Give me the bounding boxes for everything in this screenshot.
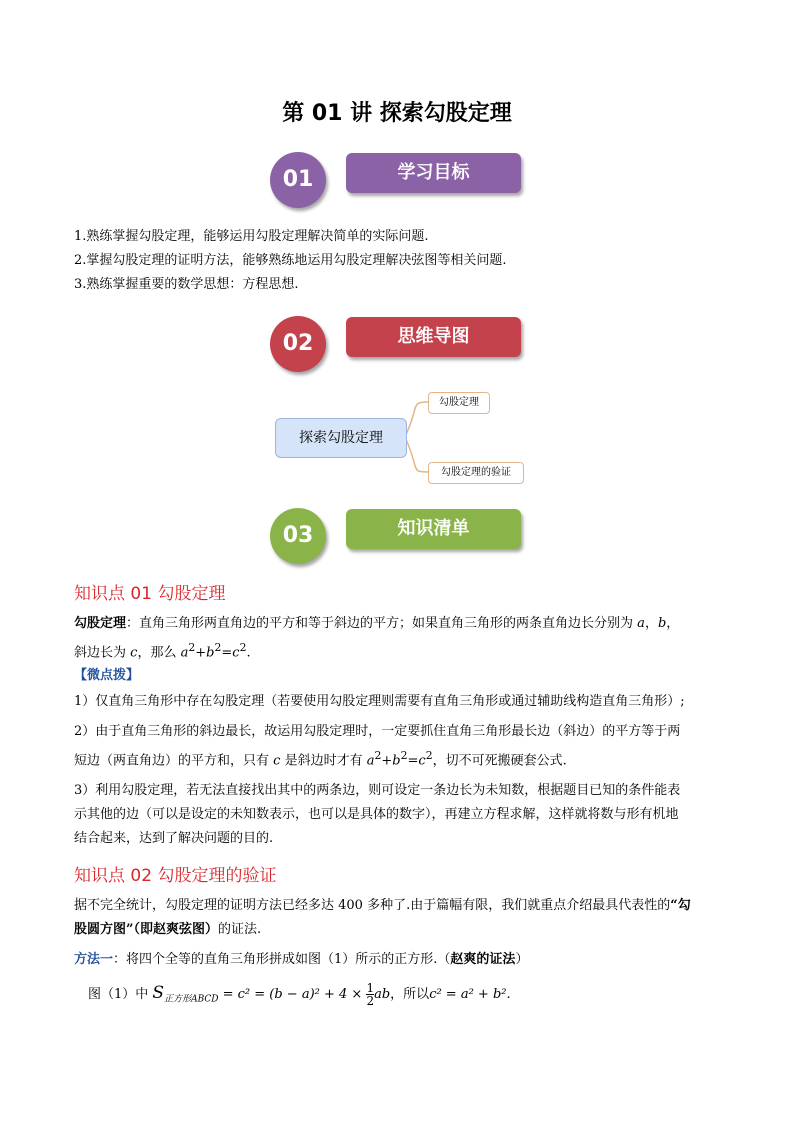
section-heading: 知识点 02 勾股定理的验证 (74, 866, 277, 886)
goal-item: 3.熟练掌握重要的数学思想：方程思想. (74, 277, 299, 292)
banner-number: 01 (270, 152, 326, 208)
tips-body (74, 690, 724, 851)
banner-label: 学习目标 (346, 153, 521, 193)
tip-item: 2）由于直角三角形的斜边最长，故运用勾股定理时，一定要抓住直角三角形最长边（斜边）的平方等于两 (74, 724, 681, 739)
tip-label: 【微点拨】 (74, 668, 140, 683)
tip-item: 示其他的边（可以是设定的未知数表示，也可以是具体的数字），再建立方程求解，这样就将数与形有机地 (74, 807, 679, 823)
fraction-half: $\frac{1}{2}$ (366, 981, 375, 1008)
banner-number: 03 (270, 508, 326, 564)
banner-label: 思维导图 (346, 317, 521, 357)
tip-item: 短边（两直角边）的平方和，只有 c 是斜边时才有 $a^2+b^2=c^2$，切不可死搬硬套公式. (74, 749, 567, 769)
mindmap-node: 勾股定理 (428, 392, 490, 414)
intro-paragraph: 据不完全统计，勾股定理的证明方法已经多达 400 多种了.由于篇幅有限，我们就重点介绍最具代表性的“勾 股圆方图”（即赵爽弦图）的证法. (74, 898, 691, 937)
method-line: 方法一：将四个全等的直角三角形拼成如图（1）所示的正方形.（赵爽的证法） (74, 952, 529, 967)
banner-knowledge-list (270, 508, 522, 564)
mindmap-root: 探索勾股定理 (275, 418, 407, 458)
goal-item: 1.熟练掌握勾股定理，能够运用勾股定理解决简单的实际问题. (74, 229, 429, 244)
tip-item: 结合起来，达到了解决问题的目的. (74, 831, 274, 847)
goal-item: 2.掌握勾股定理的证明方法，能够熟练地运用勾股定理解决弦图等相关问题. (74, 253, 507, 268)
mindmap-node: 勾股定理的验证 (428, 462, 524, 484)
tip-item: 1）仅直角三角形中存在勾股定理（若要使用勾股定理则需要有直角三角形或通过辅助线构造直角三角形）; (74, 694, 685, 709)
formula-line: 图（1）中 $S_{正方形ABCD} = c^2 = (b - a)^2 + 4$ × $\frac{1}{2}$ ab，所以c² = a² + b². (88, 981, 511, 1008)
section-heading: 知识点 01 勾股定理 (74, 584, 226, 604)
definition-paragraph: 勾股定理：直角三角形两直角边的平方和等于斜边的平方；如果直角三角形的两条直角边长分别为 a，b， 斜边长为 c，那么 $a^2+b^2=c^2$. (74, 616, 680, 661)
tip-item: 3）利用勾股定理，若无法直接找出其中的两条边，则可设定一条边长为未知数，根据题目已知的条件能表 (74, 783, 681, 799)
banner-number: 02 (270, 316, 326, 372)
term-label: 勾股定理 (74, 616, 127, 631)
banner-label: 知识清单 (346, 509, 521, 549)
method-label: 方法一 (74, 952, 114, 967)
page-title: 第 01 讲 探索勾股定理 (282, 101, 512, 126)
